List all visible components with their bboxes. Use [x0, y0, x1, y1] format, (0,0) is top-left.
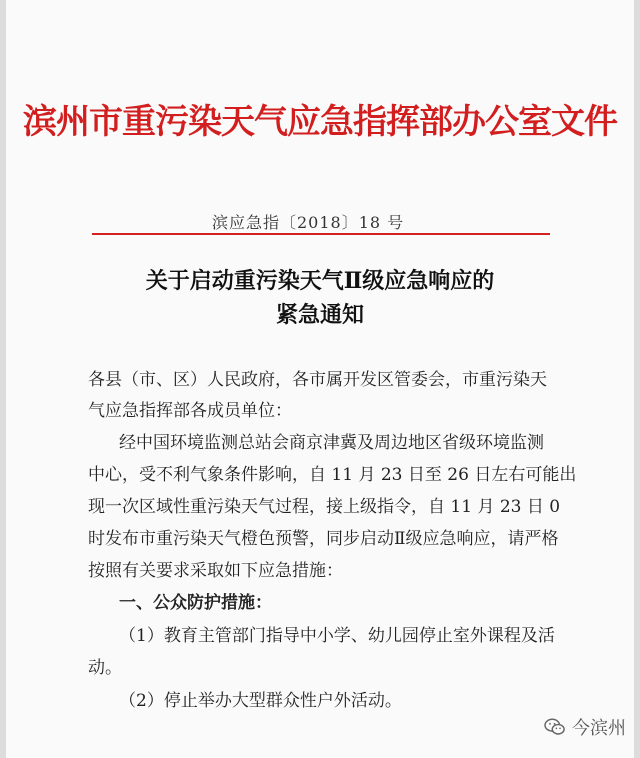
watermark: [544, 714, 626, 740]
body-line: 各县（市、区）人民政府，各市属开发区管委会，市重污染天: [88, 370, 547, 390]
body-line: 时发布市重污染天气橙色预警，同步启动Ⅱ级应急响应，请严格: [88, 529, 559, 549]
notice-title-line-1: 关于启动重污染天气Ⅱ级应急响应的: [145, 268, 495, 294]
issuing-office-header: 滨州市重污染天气应急指挥部办公室文件: [23, 102, 617, 142]
watermark-text: 今滨州: [572, 718, 626, 739]
body-line: （2）停止举办大型群众性户外活动。: [119, 691, 402, 711]
red-divider-line: [92, 233, 550, 235]
section-heading: 一、公众防护措施：: [119, 593, 272, 613]
notice-title-line-2: 紧急通知: [275, 302, 364, 328]
body-line: （1）教育主管部门指导中小学、幼儿园停止室外课程及活: [119, 626, 555, 646]
body-line: 中心，受不利气象条件影响，自 11 月 23 日至 26 日左右可能出: [88, 465, 577, 485]
body-line: 按照有关要求采取如下应急措施：: [88, 561, 343, 581]
body-line: 气应急指挥部各成员单位：: [88, 401, 292, 421]
body-line: 现一次区域性重污染天气过程，接上级指令，自 11 月 23 日 0: [88, 497, 561, 517]
body-line: 动。: [88, 658, 122, 678]
wechat-icon: [544, 717, 566, 737]
document-number: 滨应急指〔2018〕18 号: [212, 213, 405, 232]
body-line: 经中国环境监测总站会商京津冀及周边地区省级环境监测: [119, 433, 544, 453]
